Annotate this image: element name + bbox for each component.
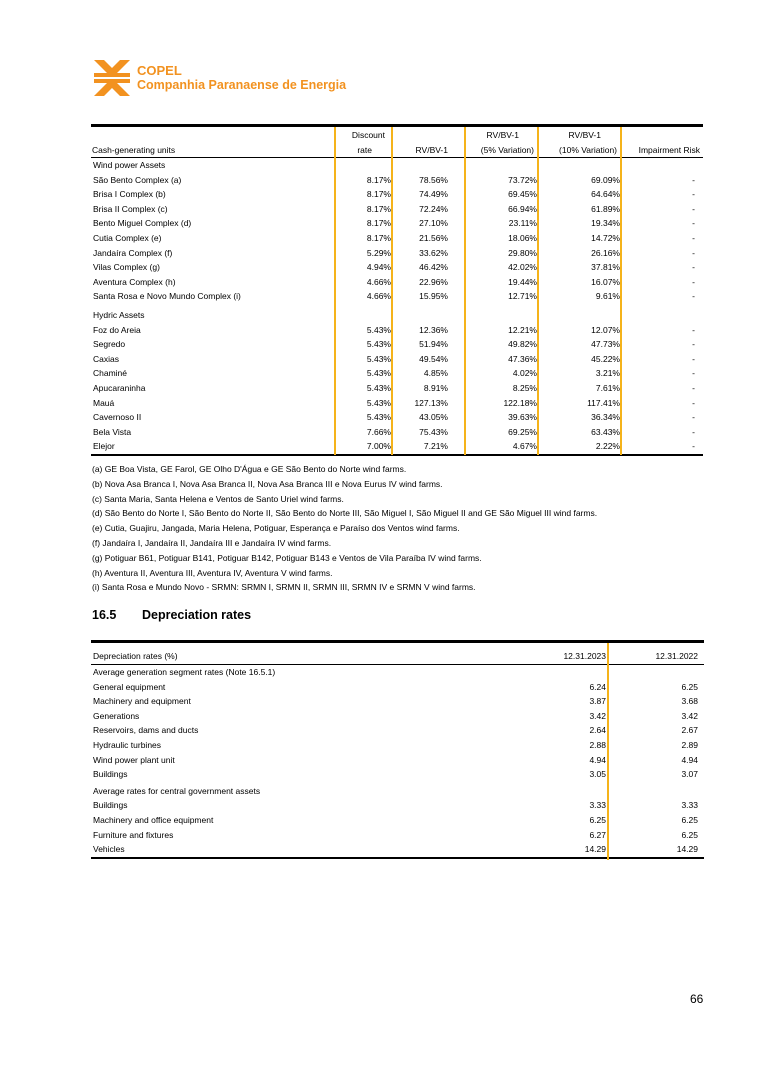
- asset-name: Reservoirs, dams and ducts: [93, 725, 199, 736]
- column-separator: [464, 127, 466, 455]
- group-label: Average generation segment rates (Note 16.5.1): [93, 667, 276, 677]
- rv5-value: 69.45%: [508, 189, 537, 200]
- rate-2022: 2.89: [681, 739, 698, 750]
- impairment-risk: -: [692, 247, 695, 258]
- discount-rate: 8.17%: [366, 203, 391, 214]
- rvbv-value: 127.13%: [414, 397, 448, 408]
- header-depreciation-rates: Depreciation rates (%): [93, 651, 178, 661]
- table-row: [91, 709, 704, 724]
- impairment-risk: -: [692, 291, 695, 302]
- discount-rate: 5.43%: [366, 412, 391, 423]
- footnote: (a) GE Boa Vista, GE Farol, GE Olho D'Água e GE São Bento do Norte wind farms.: [92, 464, 407, 474]
- header-rvbv: RV/BV-1: [415, 145, 448, 155]
- rv10-value: 47.73%: [591, 339, 620, 350]
- rv10-value: 9.61%: [595, 291, 620, 302]
- rv10-value: 64.64%: [591, 189, 620, 200]
- discount-rate: 5.43%: [366, 397, 391, 408]
- rv10-value: 2.22%: [595, 441, 620, 452]
- unit-name: São Bento Complex (a): [93, 174, 182, 185]
- impairment-risk: -: [692, 174, 695, 185]
- table-row: [91, 260, 703, 275]
- rvbv-value: 78.56%: [419, 174, 448, 185]
- rv5-value: 42.02%: [508, 262, 537, 273]
- footnote: (e) Cutia, Guajiru, Jangada, Maria Helena, Potiguar, Esperança e Paraíso dos Ventos wind farms.: [92, 523, 460, 534]
- rvbv-value: 75.43%: [419, 426, 448, 437]
- table-row: [91, 680, 704, 695]
- rvbv-value: 43.05%: [419, 412, 448, 423]
- rate-2022: 3.07: [681, 769, 698, 780]
- rv10-value: 45.22%: [591, 353, 620, 364]
- rvbv-value: 27.10%: [419, 218, 448, 229]
- rvbv-value: 21.56%: [419, 232, 448, 243]
- rate-2022: 2.67: [681, 725, 698, 736]
- group-label: Average rates for central government assets: [93, 785, 261, 796]
- discount-rate: 5.43%: [366, 339, 391, 350]
- rv5-value: 49.82%: [508, 339, 537, 350]
- unit-name: Jandaíra Complex (f): [93, 247, 173, 258]
- header-rv10-bottom: (10% Variation): [559, 145, 617, 155]
- hydric-rows: [91, 323, 703, 454]
- discount-rate: 5.29%: [366, 247, 391, 258]
- rate-2022: 14.29: [676, 844, 698, 855]
- rvbv-value: 33.62%: [419, 247, 448, 258]
- rate-2022: 3.33: [681, 800, 698, 811]
- discount-rate: 8.17%: [366, 218, 391, 229]
- impairment-risk: -: [692, 262, 695, 273]
- header-2022: 12.31.2022: [655, 651, 698, 661]
- page-number: 66: [690, 992, 704, 1006]
- discount-rate: 5.43%: [366, 382, 391, 393]
- rv5-value: 122.18%: [503, 397, 537, 408]
- table-row: [91, 352, 703, 367]
- table-row: [91, 410, 703, 425]
- table-row: [91, 187, 703, 202]
- discount-rate: 7.00%: [366, 441, 391, 452]
- rv5-value: 69.25%: [508, 426, 537, 437]
- impairment-risk: -: [692, 339, 695, 350]
- rate-2023: 4.94: [589, 754, 606, 765]
- column-separator: [334, 127, 336, 455]
- rv5-value: 66.94%: [508, 203, 537, 214]
- table-row: [91, 439, 703, 454]
- rate-2023: 14.29: [584, 844, 606, 855]
- table-row: [91, 289, 703, 304]
- asset-name: Buildings: [93, 800, 128, 811]
- rvbv-value: 7.21%: [423, 441, 448, 452]
- generation-rows: [91, 680, 704, 782]
- rate-2023: 6.24: [589, 681, 606, 692]
- section-heading: Depreciation rates: [142, 608, 252, 622]
- unit-name: Aventura Complex (h): [93, 276, 176, 287]
- header-discount: Discount: [351, 130, 385, 140]
- rv10-value: 12.07%: [591, 324, 620, 335]
- unit-name: Cutia Complex (e): [93, 232, 162, 243]
- table-row: [91, 694, 704, 709]
- asset-name: Furniture and fixtures: [93, 829, 174, 840]
- impairment-risk: -: [692, 324, 695, 335]
- discount-rate: 4.66%: [366, 291, 391, 302]
- table-header: [91, 643, 704, 664]
- discount-rate: 5.43%: [366, 353, 391, 364]
- rv10-value: 37.81%: [591, 262, 620, 273]
- impairment-risk: -: [692, 218, 695, 229]
- unit-name: Segredo: [93, 339, 126, 350]
- discount-rate: 5.43%: [366, 324, 391, 335]
- impairment-risk: -: [692, 232, 695, 243]
- rvbv-value: 8.91%: [423, 382, 448, 393]
- table-row: [91, 396, 703, 411]
- rvbv-value: 74.49%: [419, 189, 448, 200]
- column-separator: [391, 127, 393, 455]
- copel-logo-icon: [94, 60, 130, 96]
- asset-name: Vehicles: [93, 844, 125, 855]
- discount-rate: 7.66%: [366, 426, 391, 437]
- brand-name: [137, 64, 346, 92]
- header-rate: rate: [357, 145, 372, 155]
- unit-name: Vilas Complex (g): [93, 262, 160, 273]
- rv5-value: 4.02%: [512, 368, 537, 379]
- table-row: [91, 828, 704, 843]
- government-rows: [91, 798, 704, 856]
- rv5-value: 8.25%: [512, 382, 537, 393]
- table-row: [91, 753, 704, 768]
- rate-2023: 3.87: [589, 696, 606, 707]
- depreciation-table: [91, 640, 704, 859]
- footnote: (c) Santa Maria, Santa Helena e Ventos de Santo Uriel wind farms.: [92, 493, 344, 504]
- header-rv5-top: RV/BV-1: [486, 130, 519, 140]
- rv5-value: 12.21%: [508, 324, 537, 335]
- impairment-risk: -: [692, 397, 695, 408]
- table-row: [91, 425, 703, 440]
- rv5-value: 47.36%: [508, 353, 537, 364]
- unit-name: Mauá: [93, 397, 115, 408]
- rv10-value: 36.34%: [591, 412, 620, 423]
- discount-rate: 4.94%: [366, 262, 391, 273]
- table-row: [91, 202, 703, 217]
- asset-name: Hydraulic turbines: [93, 739, 162, 750]
- rv5-value: 29.80%: [508, 247, 537, 258]
- rv10-value: 26.16%: [591, 247, 620, 258]
- table-row: [91, 231, 703, 246]
- table-row: [91, 337, 703, 352]
- rvbv-value: 46.42%: [419, 262, 448, 273]
- discount-rate: 8.17%: [366, 189, 391, 200]
- rate-2023: 2.88: [589, 739, 606, 750]
- rate-2023: 3.05: [589, 769, 606, 780]
- unit-name: Caxias: [93, 353, 119, 364]
- table-header: [91, 127, 703, 157]
- table-row: [91, 798, 704, 813]
- footnote: (h) Aventura II, Aventura III, Aventura IV, Aventura V wind farms.: [92, 567, 333, 578]
- footnote: (b) Nova Asa Branca I, Nova Asa Branca II, Nova Asa Branca III e Nova Eurus IV wind farms.: [92, 478, 443, 489]
- rv10-value: 3.21%: [595, 368, 620, 379]
- column-separator: [607, 643, 609, 860]
- unit-name: Elejor: [93, 441, 115, 452]
- impairment-table: [91, 124, 703, 456]
- rv5-value: 39.63%: [508, 412, 537, 423]
- rate-2023: 6.25: [589, 814, 606, 825]
- asset-name: Wind power plant unit: [93, 754, 175, 765]
- rate-2023: 2.64: [589, 725, 606, 736]
- impairment-risk: -: [692, 426, 695, 437]
- rv5-value: 4.67%: [512, 441, 537, 452]
- unit-name: Chaminé: [93, 368, 128, 379]
- discount-rate: 8.17%: [366, 174, 391, 185]
- rv5-value: 18.06%: [508, 232, 537, 243]
- asset-name: Machinery and equipment: [93, 696, 191, 707]
- unit-name: Cavernoso II: [93, 412, 142, 423]
- footnote: (i) Santa Rosa e Mundo Novo - SRMN: SRMN I, SRMN II, SRMN III, SRMN IV e SRMN V wind farms.: [92, 582, 476, 593]
- impairment-risk: -: [692, 368, 695, 379]
- wind-rows: [91, 173, 703, 304]
- rv10-value: 117.41%: [587, 397, 620, 408]
- header-2023: 12.31.2023: [563, 651, 606, 661]
- section-hydric-assets: Hydric Assets: [93, 309, 145, 320]
- brand-full-name: Companhia Paranaense de Energia: [137, 78, 347, 92]
- table-row: [91, 767, 704, 782]
- group-generation: [91, 665, 704, 680]
- impairment-risk: -: [692, 382, 695, 393]
- table-row: [91, 173, 703, 188]
- footnotes: [92, 462, 597, 595]
- unit-name: Santa Rosa e Novo Mundo Complex (i): [93, 291, 241, 302]
- table-row: [91, 381, 703, 396]
- rv10-value: 63.43%: [591, 426, 620, 437]
- table-row: [91, 216, 703, 231]
- unit-name: Brisa II Complex (c): [93, 203, 168, 214]
- table-row: [91, 246, 703, 261]
- rv10-value: 61.89%: [591, 203, 620, 214]
- discount-rate: 5.43%: [366, 368, 391, 379]
- column-separator: [620, 127, 622, 455]
- brand-short-name: COPEL: [137, 63, 182, 78]
- table-row: [91, 366, 703, 381]
- rv5-value: 12.71%: [508, 291, 537, 302]
- table-row: [91, 813, 704, 828]
- rate-2023: 3.42: [589, 710, 606, 721]
- header-rv5-bottom: (5% Variation): [480, 145, 534, 155]
- table-row: [91, 323, 703, 338]
- unit-name: Apucaraninha: [93, 382, 146, 393]
- table-row: [91, 738, 704, 753]
- discount-rate: 4.66%: [366, 276, 391, 287]
- impairment-risk: -: [692, 353, 695, 364]
- table-bottom-rule: [91, 454, 703, 457]
- rv10-value: 7.61%: [595, 382, 620, 393]
- footnote: (d) São Bento do Norte I, São Bento do Norte II, São Bento do Norte III, São Miguel I, São Miguel II and GE São Miguel III wind farms.: [92, 508, 598, 519]
- table-row: [91, 723, 704, 738]
- rvbv-value: 4.85%: [423, 368, 448, 379]
- rv5-value: 73.72%: [508, 174, 537, 185]
- rate-2023: 6.27: [589, 829, 606, 840]
- header-cash-generating-units: Cash-generating units: [92, 145, 176, 155]
- asset-name: General equipment: [93, 681, 166, 692]
- group-central-government: [91, 784, 704, 799]
- section-wind-assets: Wind power Assets: [93, 160, 166, 170]
- rvbv-value: 49.54%: [419, 353, 448, 364]
- rvbv-value: 15.95%: [419, 291, 448, 302]
- unit-name: Foz do Areia: [93, 324, 141, 335]
- rate-2022: 3.42: [681, 710, 698, 721]
- rate-2022: 3.68: [681, 696, 698, 707]
- rate-2022: 6.25: [681, 829, 698, 840]
- rvbv-value: 72.24%: [419, 203, 448, 214]
- unit-name: Bento Miguel Complex (d): [93, 218, 192, 229]
- rate-2022: 6.25: [681, 814, 698, 825]
- rv10-value: 14.72%: [591, 232, 620, 243]
- footnote: (g) Potiguar B61, Potiguar B141, Potiguar B142, Potiguar B143 e Ventos de Vila Paraíba IV wind farms.: [92, 552, 482, 563]
- table-row: [91, 275, 703, 290]
- rvbv-value: 51.94%: [419, 339, 448, 350]
- rv5-value: 19.44%: [508, 276, 537, 287]
- column-separator: [537, 127, 539, 455]
- discount-rate: 8.17%: [366, 232, 391, 243]
- rv10-value: 19.34%: [591, 218, 620, 229]
- asset-name: Buildings: [93, 769, 128, 780]
- rv10-value: 16.07%: [591, 276, 620, 287]
- unit-name: Brisa I Complex (b): [93, 189, 166, 200]
- header-impairment-risk: Impairment Risk: [638, 145, 700, 155]
- rvbv-value: 12.36%: [419, 324, 448, 335]
- table-row: [91, 842, 704, 857]
- impairment-risk: -: [692, 203, 695, 214]
- asset-name: Machinery and office equipment: [93, 814, 214, 825]
- header-rv10-top: RV/BV-1: [568, 130, 601, 140]
- unit-name: Bela Vista: [93, 426, 132, 437]
- footnote: (f) Jandaíra I, Jandaíra II, Jandaíra III e Jandaíra IV wind farms.: [92, 537, 332, 548]
- section-title: [92, 608, 251, 622]
- impairment-risk: -: [692, 412, 695, 423]
- rv5-value: 23.11%: [508, 218, 537, 229]
- impairment-risk: -: [692, 441, 695, 452]
- rvbv-value: 22.96%: [419, 276, 448, 287]
- table-bottom-rule: [91, 857, 704, 860]
- rate-2022: 4.94: [681, 754, 698, 765]
- impairment-risk: -: [692, 276, 695, 287]
- rate-2022: 6.25: [681, 681, 698, 692]
- rv10-value: 69.09%: [591, 174, 620, 185]
- rate-2023: 3.33: [589, 800, 606, 811]
- section-number: 16.5: [92, 608, 117, 622]
- impairment-risk: -: [692, 189, 695, 200]
- asset-name: Generations: [93, 710, 140, 721]
